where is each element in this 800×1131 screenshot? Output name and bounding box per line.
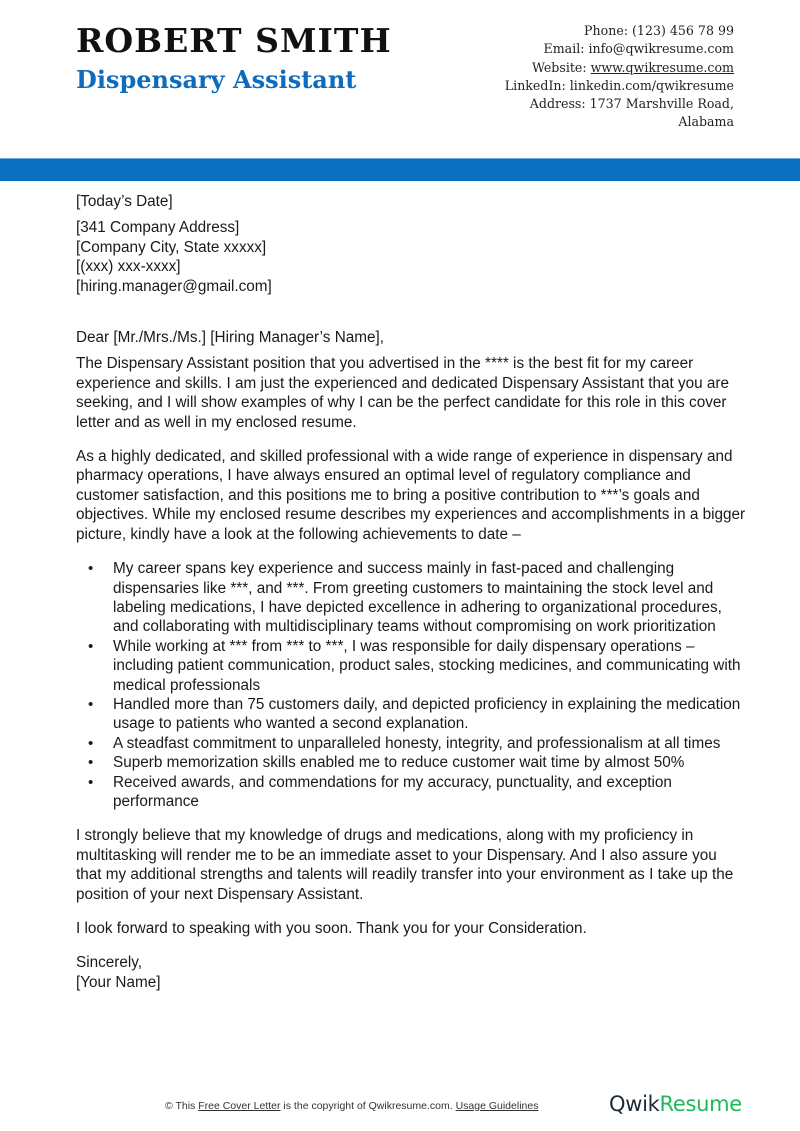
achievement-item: • While working at *** from *** to ***, I was responsible for daily dispensary operations – including patient communication, product sales, stocking medicines, and communicating with medical professionals [113, 637, 746, 695]
applicant-role: Dispensary Assistant [76, 65, 357, 94]
achievements-list [76, 559, 746, 811]
achievement-item: • Superb memorization skills enabled me to reduce customer wait time by almost 50% [113, 753, 746, 772]
achievement-item: • My career spans key experience and success mainly in fast-paced and challenging dispensaries like ***, and ***. From greeting customers to maintaining the stock level and labeling medications, I have depicted excellence in adhering to organizational procedures, and collaborating with multidisciplinary teams without compromising on work prioritization [113, 559, 746, 637]
contact-address-line1: Address: 1737 Marshville Road, [529, 96, 734, 112]
recipient-city-state: [Company City, State xxxxx] [76, 238, 267, 256]
letter-date: [Today’s Date] [76, 193, 173, 210]
logo-qwik: Qwik [609, 1092, 660, 1116]
copyright-notice [165, 1100, 538, 1112]
contact-email: Email: info@qwikresume.com [543, 41, 734, 57]
achievement-item: • Received awards, and commendations for my accuracy, punctuality, and exception performance [113, 773, 746, 812]
copyright-prefix: © This [165, 1100, 199, 1112]
recipient-address: [341 Company Address] [76, 219, 240, 237]
letter-body [76, 192, 746, 992]
achievement-item: • Handled more than 75 customers daily, and depicted proficiency in explaining the medication usage to patients who wanted a second explanation. [113, 695, 746, 734]
recipient-block [76, 218, 746, 296]
contact-phone: Phone: (123) 456 78 99 [584, 23, 734, 38]
free-cover-letter-link[interactable]: Free Cover Letter [198, 1100, 281, 1112]
salutation: Dear [Mr./Mrs./Ms.] [Hiring Manager’s Name], [76, 329, 384, 347]
logo-resume: Resume [659, 1092, 742, 1116]
paragraph-closing: I strongly believe that my knowledge of drugs and medications, along with my proficiency in multitasking will render me to be an immediate asset to your Dispensary. And I also assure you that my additional strengths and talents will readily transfer into your environment as I take up the position of your next Dispensary Assistant. [76, 827, 734, 903]
footer [0, 1092, 800, 1126]
contact-website-label: Website: [531, 59, 591, 75]
contact-address-line2: Alabama [678, 114, 734, 130]
paragraph-experience: As a highly dedicated, and skilled professional with a wide range of experience in dispensary and pharmacy operations, I have always ensured an optimal level of regulatory compliance and customer satisfaction, and this positions me to bring a positive contribution to ***’s goals and objectives. While my enclosed resume describes my experiences and accomplishments in a bigger picture, kindly have a look at the following achievements to date – [76, 448, 746, 543]
contact-linkedin: LinkedIn: linkedin.com/qwikresume [504, 77, 734, 93]
header-accent-band [0, 158, 800, 181]
achievement-item: • A steadfast commitment to unparalleled honesty, integrity, and professionalism at all times [113, 734, 746, 753]
recipient-phone: [(xxx) xxx-xxxx] [76, 258, 181, 276]
applicant-name: ROBERT SMITH [76, 21, 392, 60]
usage-guidelines-link[interactable]: Usage Guidelines [455, 1100, 539, 1112]
contact-website [505, 59, 734, 77]
recipient-email: [hiring.manager@gmail.com] [76, 277, 272, 295]
website-link[interactable]: www.qwikresume.com [590, 59, 734, 75]
paragraph-thanks: I look forward to speaking with you soon. Thank you for your Consideration. [76, 920, 587, 937]
paragraph-intro: The Dispensary Assistant position that you advertised in the **** is the best fit for my career experience and skills. I am just the experienced and dedicated Dispensary Assistant that you are seeking, and I will show examples of why I can be the perfect candidate for this role in this cover letter and as well in my enclosed resume. [76, 355, 730, 431]
contact-block [505, 22, 734, 132]
signature: [Your Name] [76, 973, 161, 991]
copyright-middle: is the copyright of Qwikresume.com. [280, 1100, 456, 1112]
signoff: Sincerely, [76, 954, 143, 972]
qwikresume-logo[interactable] [609, 1092, 742, 1116]
